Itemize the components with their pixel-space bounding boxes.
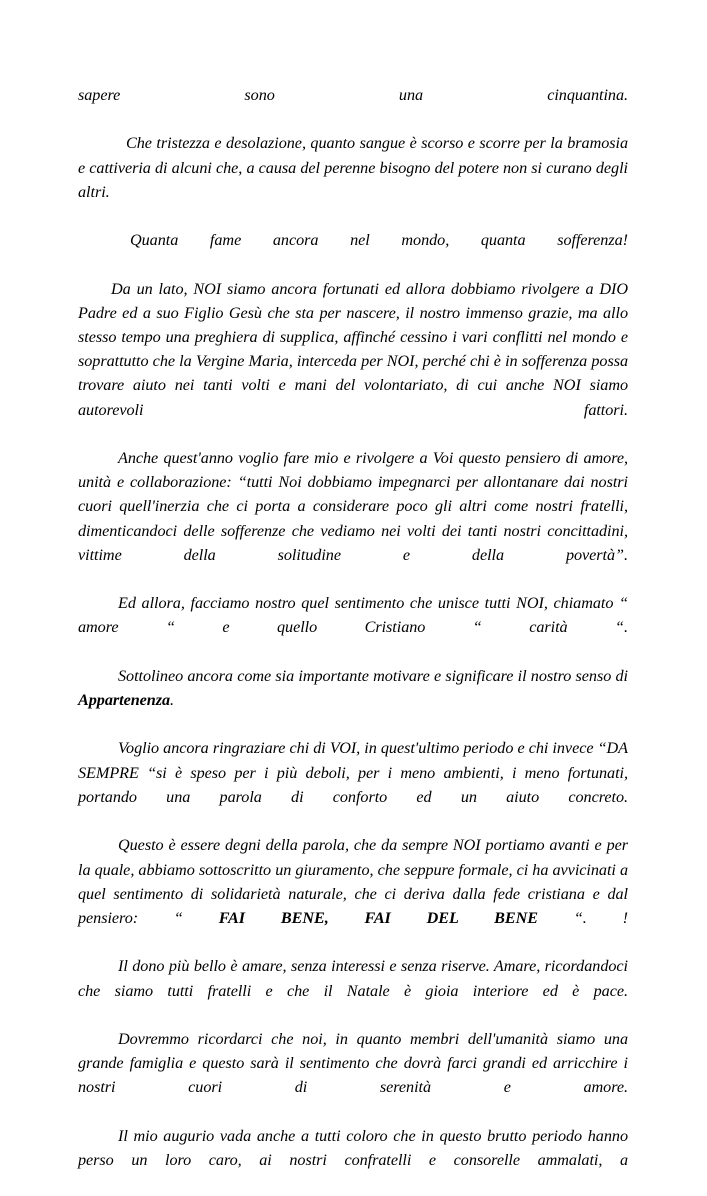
paragraph-sottolineo-text-after: . [170, 691, 175, 710]
paragraph-questo-e-essere [78, 833, 628, 954]
paragraph-ed-allora: Ed allora, facciamo nostro quel sentimento che unisce tutti NOI, chiamato “ amore “ e quello Cristiano “ carità “. [78, 594, 628, 637]
emphasis-appartenenza: Appartenenza [78, 691, 171, 710]
paragraph-voglio-ringraziare: Voglio ancora ringraziare chi di VOI, in quest'ultimo periodo e chi invece “DA SEMPRE “si è speso per i più deboli, per i meno ambienti, i meno fortunati, portando una parola di conforto ed un aiuto concreto. [78, 739, 628, 806]
paragraph-anche-questanno: Anche quest'anno voglio fare mio e rivolgere a Voi questo pensiero di amore, unità e collaborazione: “tutti Noi dobbiamo impegnarci per allontanare dai nostri cuori quell'inerzia che ci porta a considerare poco gli altri come nostri fratelli, dimenticandoci delle sofferenze che vediamo nei volti dei tanti nostri concittadini, vittime della solitudine e della povertà”. [78, 449, 628, 564]
paragraph-dovremmo: Dovremmo ricordarci che noi, in quanto membri dell'umanità siamo una grande famiglia e questo sarà il sentimento che dovrà farci grandi ed arricchire i nostri cuori di serenità e amore. [78, 1029, 628, 1097]
paragraph-il-mio-augurio: Il mio augurio vada anche a tutti coloro che in questo brutto periodo hanno perso un loro caro, ai nostri confratelli e consorelle ammalati, a [78, 1126, 628, 1169]
paragraph-questo-text-before: Questo è essere degni della parola, che da sempre NOI portiamo avanti e per la quale, abbiamo sottoscritto un giuramento, che seppure formale, ci ha avvicinati a quel sentimento di solidarietà naturale, che ci deriva dalla fede cristiana e dal pensiero: “ [78, 836, 628, 927]
paragraph-continuation: sapere sono una cinquantina. [78, 86, 628, 104]
paragraph-sottolineo-text-before: Sottolineo ancora come sia importante motivare e significare il nostro senso di [118, 666, 628, 685]
document-text-body [78, 83, 628, 1196]
paragraph-fame: Quanta fame ancora nel mondo, quanta sofferenza! [130, 231, 628, 250]
paragraph-sottolineo [78, 664, 628, 737]
paragraph-tristezza: Che tristezza e desolazione, quanto sangue è scorso e scorre per la bramosia e cattiveria di alcuni che, a causa del perenne bisogno del potere non si curano degli altri. [78, 134, 628, 201]
paragraph-da-un-lato: Da un lato, NOI siamo ancora fortunati ed allora dobbiamo rivolgere a DIO Padre ed a suo Figlio Gesù che sta per nascere, il nostro immenso grazie, ma allo stesso tempo una preghiera di supplica, affinché cessino i vari conflitti nel mondo e soprattutto che la Vergine Maria, interceda per NOI, perché chi è in sofferenza possa trovare aiuto nei tanti volti e mani del volontariato, di cui anche NOI siamo autorevoli fattori. [78, 279, 628, 419]
paragraph-il-dono: Il dono più bello è amare, senza interessi e senza riserve. Amare, ricordandoci che siamo tutti fratelli e che il Natale è gioia interiore ed è pace. [78, 957, 628, 1000]
emphasis-fai-bene-fai-del-bene: FAI BENE, FAI DEL BENE [218, 908, 539, 927]
paragraph-questo-text-after: “. ! [538, 908, 628, 927]
